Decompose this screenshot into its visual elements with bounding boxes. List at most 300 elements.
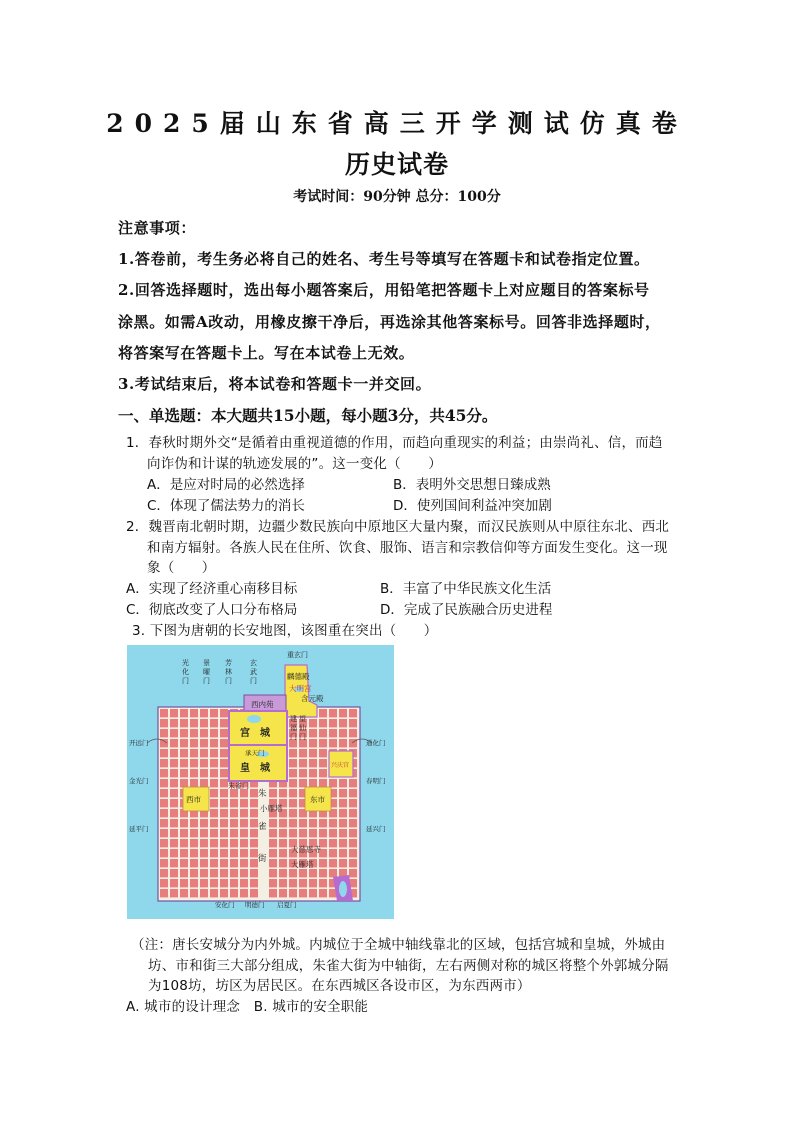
- ward-block: [190, 869, 198, 877]
- qujiang-pond: [339, 881, 347, 897]
- ward-block: [170, 759, 178, 767]
- ward-block: [279, 869, 287, 877]
- ward-block: [210, 749, 218, 757]
- ward-block: [200, 839, 208, 847]
- ward-block: [160, 829, 168, 837]
- label-zhuque-street-2: 雀: [258, 822, 267, 832]
- ward-block: [190, 819, 198, 827]
- ward-block: [349, 849, 357, 857]
- label-jianfu-gate: 建福门: [290, 715, 297, 741]
- ward-block: [319, 779, 327, 787]
- ward-block: [200, 719, 208, 727]
- ward-block: [250, 809, 258, 817]
- ward-block: [309, 829, 317, 837]
- ward-block: [250, 799, 258, 807]
- ward-block: [250, 849, 258, 857]
- ward-block: [160, 809, 168, 817]
- ward-block: [200, 739, 208, 747]
- q2-stem-line2: 和南方辐射。各族人民在住所、饮食、服饰、语言和宗教信仰等方面发生变化。这一现: [147, 540, 668, 556]
- q1-option-b: B．表明外交思想日臻成熟: [393, 477, 551, 493]
- ward-block: [339, 829, 347, 837]
- ward-block: [160, 839, 168, 847]
- ward-block: [210, 719, 218, 727]
- ward-block: [230, 859, 238, 867]
- ward-block: [180, 869, 188, 877]
- ward-block: [180, 889, 188, 897]
- ward-block: [319, 759, 327, 767]
- ward-block: [269, 879, 277, 887]
- ward-block: [240, 869, 248, 877]
- ward-block: [240, 889, 248, 897]
- ward-block: [319, 749, 327, 757]
- ward-block: [200, 829, 208, 837]
- ward-block: [230, 819, 238, 827]
- ward-block: [309, 869, 317, 877]
- ward-block: [250, 879, 258, 887]
- ward-block: [339, 859, 347, 867]
- ward-block: [250, 859, 258, 867]
- q3-stem: 3. 下图为唐朝的长安地图，该图重在突出（ ）: [132, 623, 438, 639]
- ward-block: [220, 769, 228, 777]
- ward-block: [230, 789, 238, 797]
- ward-block: [170, 869, 178, 877]
- q1-option-a: A．是应对时局的必然选择: [147, 477, 305, 493]
- ward-block: [349, 839, 357, 847]
- ward-block: [210, 879, 218, 887]
- ward-block: [190, 739, 198, 747]
- ward-block: [289, 769, 297, 777]
- ward-block: [180, 729, 188, 737]
- ward-block: [210, 839, 218, 847]
- ward-block: [240, 839, 248, 847]
- ward-block: [250, 819, 258, 827]
- ward-block: [329, 869, 337, 877]
- ward-block: [240, 879, 248, 887]
- ward-block: [190, 749, 198, 757]
- ward-block: [220, 859, 228, 867]
- label-jinguang-gate: 金光门: [129, 777, 149, 785]
- ward-block: [309, 779, 317, 787]
- ward-block: [180, 719, 188, 727]
- ward-block: [289, 749, 297, 757]
- ward-block: [160, 859, 168, 867]
- ward-block: [220, 829, 228, 837]
- ward-block: [200, 709, 208, 717]
- ward-block: [269, 869, 277, 877]
- ward-block: [269, 889, 277, 897]
- exam-info: 考试时间：90分钟 总分：100分: [293, 189, 501, 205]
- ward-block: [349, 719, 357, 727]
- ward-block: [309, 719, 317, 727]
- ward-block: [170, 799, 178, 807]
- ward-block: [210, 819, 218, 827]
- ward-block: [349, 869, 357, 877]
- ward-block: [319, 729, 327, 737]
- ward-block: [170, 809, 178, 817]
- ward-block: [339, 819, 347, 827]
- ward-block: [240, 799, 248, 807]
- label-hanyuan-hall: 含元殿: [301, 694, 324, 703]
- ward-block: [220, 819, 228, 827]
- ward-block: [329, 819, 337, 827]
- ward-block: [210, 729, 218, 737]
- ward-block: [319, 769, 327, 777]
- ward-block: [210, 759, 218, 767]
- q1-option-c: C．体现了儒法势力的消长: [147, 498, 305, 514]
- ward-block: [210, 739, 218, 747]
- ward-block: [170, 729, 178, 737]
- ward-block: [190, 729, 198, 737]
- ward-block: [200, 819, 208, 827]
- ward-block: [180, 769, 188, 777]
- ward-block: [299, 749, 307, 757]
- ward-block: [289, 869, 297, 877]
- ward-block: [200, 749, 208, 757]
- ward-block: [299, 879, 307, 887]
- label-mingde-gate: 明德门: [245, 901, 265, 909]
- label-zhuque-street-3: 街: [258, 854, 267, 864]
- ward-block: [240, 849, 248, 857]
- ward-block: [309, 879, 317, 887]
- ward-block: [279, 859, 287, 867]
- ward-block: [299, 829, 307, 837]
- note-2-line2: 涂黑。如需A改动，用橡皮擦干净后，再选涂其他答案标号。回答非选择题时，: [118, 313, 661, 331]
- ward-block: [349, 789, 357, 797]
- ward-block: [329, 859, 337, 867]
- ward-block: [220, 729, 228, 737]
- ward-block: [210, 889, 218, 897]
- ward-block: [180, 849, 188, 857]
- ward-block: [200, 879, 208, 887]
- q2-option-b: B．丰富了中华民族文化生活: [380, 581, 552, 597]
- ward-block: [309, 769, 317, 777]
- q1-option-d: D．使列国间利益冲突加剧: [393, 498, 552, 514]
- ward-block: [299, 779, 307, 787]
- ward-block: [269, 829, 277, 837]
- ward-block: [180, 739, 188, 747]
- ward-block: [160, 799, 168, 807]
- ward-block: [269, 819, 277, 827]
- ward-block: [289, 759, 297, 767]
- ward-block: [160, 709, 168, 717]
- ward-block: [339, 709, 347, 717]
- ward-block: [349, 799, 357, 807]
- ward-block: [279, 819, 287, 827]
- ward-block: [349, 829, 357, 837]
- ward-block: [170, 819, 178, 827]
- label-palace-city: 宫 城: [240, 728, 270, 739]
- note-2-line1: 2.回答选择题时，选出每小题答案后，用铅笔把答题卡上对应题目的答案标号: [118, 281, 650, 299]
- ward-block: [339, 799, 347, 807]
- label-xuanwu-gate: 玄武门: [250, 659, 257, 685]
- ward-block: [299, 759, 307, 767]
- ward-block: [170, 709, 178, 717]
- q3-options: A. 城市的设计理念 B. 城市的安全职能: [126, 999, 369, 1015]
- ward-block: [200, 729, 208, 737]
- note-1: 1.答卷前，考生务必将自己的姓名、考生号等填写在答题卡和试卷指定位置。: [118, 250, 650, 268]
- q2-option-c: C．彻底改变了人口分布格局: [126, 602, 298, 618]
- ward-block: [289, 779, 297, 787]
- ward-block: [180, 859, 188, 867]
- ward-block: [220, 789, 228, 797]
- ward-block: [349, 809, 357, 817]
- ward-block: [339, 839, 347, 847]
- ward-block: [279, 889, 287, 897]
- notes-heading: 注意事项：: [118, 219, 197, 237]
- ward-block: [250, 829, 258, 837]
- ward-block: [339, 779, 347, 787]
- ward-block: [230, 829, 238, 837]
- ward-block: [230, 839, 238, 847]
- ward-block: [160, 759, 168, 767]
- ward-block: [289, 809, 297, 817]
- ward-block: [160, 819, 168, 827]
- label-anhua-gate: 安化门: [215, 901, 235, 909]
- ward-block: [220, 749, 228, 757]
- ward-block: [170, 859, 178, 867]
- ward-block: [220, 849, 228, 857]
- ward-block: [329, 709, 337, 717]
- ward-block: [319, 859, 327, 867]
- ward-block: [309, 729, 317, 737]
- ward-block: [190, 779, 198, 787]
- exam-subject-title: 历史试卷: [344, 150, 449, 179]
- ward-block: [339, 849, 347, 857]
- ward-block: [210, 829, 218, 837]
- ward-block: [250, 889, 258, 897]
- ward-block: [220, 889, 228, 897]
- ward-block: [210, 789, 218, 797]
- ward-block: [230, 799, 238, 807]
- label-guanghua-gate: 光化门: [182, 659, 189, 685]
- label-fanglin-gate: 芳林门: [225, 659, 232, 685]
- q2-option-a: A．实现了经济重心南移目标: [126, 581, 298, 597]
- ward-block: [319, 829, 327, 837]
- label-kaiyuan-gate: 开远门: [129, 739, 149, 747]
- ward-block: [220, 839, 228, 847]
- ward-block: [200, 859, 208, 867]
- ward-block: [339, 719, 347, 727]
- label-tonghua-gate: 通化门: [366, 739, 386, 747]
- ward-block: [309, 819, 317, 827]
- ward-block: [289, 789, 297, 797]
- palace-pond: [247, 715, 261, 723]
- ward-block: [329, 839, 337, 847]
- ward-block: [329, 829, 337, 837]
- ward-block: [180, 709, 188, 717]
- ward-block: [200, 869, 208, 877]
- ward-block: [349, 779, 357, 787]
- ward-block: [220, 709, 228, 717]
- ward-block: [279, 879, 287, 887]
- label-yanxing-gate: 延兴门: [366, 825, 386, 833]
- ward-block: [269, 859, 277, 867]
- ward-block: [180, 749, 188, 757]
- ward-block: [240, 829, 248, 837]
- ward-block: [240, 859, 248, 867]
- ward-block: [170, 839, 178, 847]
- ward-block: [170, 849, 178, 857]
- q1-stem-line2: 向诈伪和计谋的轨迹发展的”。这一变化（ ）: [147, 456, 442, 472]
- label-small-wild-goose-pagoda: 小雁塔: [260, 804, 283, 813]
- label-wangxian-gate: 望仙门: [299, 715, 306, 741]
- ward-block: [279, 789, 287, 797]
- ward-block: [289, 879, 297, 887]
- ward-block: [319, 719, 327, 727]
- ward-block: [170, 749, 178, 757]
- ward-block: [230, 889, 238, 897]
- ward-block: [170, 879, 178, 887]
- ward-block: [220, 799, 228, 807]
- label-east-market: 东市: [310, 795, 325, 804]
- label-big-wild-goose-pagoda: 大雁塔: [291, 860, 314, 869]
- ward-block: [190, 839, 198, 847]
- q3-note-line2: 坊、市和街三大部分组成，朱雀大街为中轴街，左右两侧对称的城区将整个外郭城分隔: [148, 958, 669, 974]
- label-west-market: 西市: [186, 795, 201, 804]
- ward-block: [309, 889, 317, 897]
- ward-block: [220, 869, 228, 877]
- ward-block: [160, 869, 168, 877]
- ward-block: [180, 829, 188, 837]
- ward-block: [299, 819, 307, 827]
- label-xingqing-palace: 兴庆宫: [331, 762, 350, 769]
- label-xineiyuan: 西内苑: [251, 700, 274, 709]
- ward-block: [240, 789, 248, 797]
- ward-block: [329, 779, 337, 787]
- ward-block: [160, 729, 168, 737]
- ward-block: [180, 879, 188, 887]
- ward-block: [319, 709, 327, 717]
- ward-block: [220, 809, 228, 817]
- label-daming-palace: 大明宫: [289, 684, 312, 693]
- ward-block: [190, 719, 198, 727]
- ward-block: [329, 849, 337, 857]
- ward-block: [319, 869, 327, 877]
- ward-block: [210, 769, 218, 777]
- ward-block: [319, 879, 327, 887]
- ward-block: [180, 819, 188, 827]
- section-heading: 一、单选题：本大题共15小题，每小题3分，共45分。: [118, 406, 498, 425]
- ward-block: [299, 769, 307, 777]
- q3-note-line1: （注：唐长安城分为内外城。内城位于全城中轴线靠北的区域，包括宫城和皇城，外城由: [131, 937, 666, 953]
- ward-block: [299, 869, 307, 877]
- ward-block: [289, 819, 297, 827]
- ward-block: [210, 779, 218, 787]
- ward-block: [289, 829, 297, 837]
- ward-block: [279, 849, 287, 857]
- ward-block: [190, 889, 198, 897]
- ward-block: [160, 889, 168, 897]
- ward-block: [289, 889, 297, 897]
- ward-block: [250, 869, 258, 877]
- ward-block: [180, 839, 188, 847]
- label-imperial-city: 皇 城: [240, 763, 270, 774]
- ward-block: [190, 849, 198, 857]
- ward-block: [170, 719, 178, 727]
- ward-block: [160, 849, 168, 857]
- q2-stem-line1: 2．魏晋南北朝时期，边疆少数民族向中原地区大量内聚，而汉民族则从中原往东北、西北: [126, 519, 670, 535]
- ward-block: [309, 739, 317, 747]
- ward-block: [190, 829, 198, 837]
- ward-block: [210, 849, 218, 857]
- ward-block: [349, 819, 357, 827]
- ward-block: [180, 759, 188, 767]
- ward-block: [329, 739, 337, 747]
- ward-block: [170, 739, 178, 747]
- changan-map-figure: [127, 645, 394, 919]
- ward-block: [250, 839, 258, 847]
- exam-title: 2025届山东省高三开学测试仿真卷: [106, 109, 688, 138]
- ward-block: [160, 719, 168, 727]
- ward-block: [190, 709, 198, 717]
- ward-block: [220, 759, 228, 767]
- q1-stem-line1: 1．春秋时期外交“是循着由重视道德的作用，而趋向重现实的利益；由崇尚礼、信，而趋: [126, 435, 663, 451]
- ward-block: [349, 859, 357, 867]
- ward-block: [190, 769, 198, 777]
- ward-block: [279, 839, 287, 847]
- ward-block: [339, 809, 347, 817]
- ward-block: [329, 719, 337, 727]
- ward-block: [190, 759, 198, 767]
- ward-block: [170, 889, 178, 897]
- note-3: 3.考试结束后，将本试卷和答题卡一并交回。: [118, 375, 432, 393]
- ward-block: [210, 799, 218, 807]
- q2-option-d: D．完成了民族融合历史进程: [380, 602, 553, 618]
- ward-block: [289, 799, 297, 807]
- ward-block: [170, 769, 178, 777]
- label-zhuque-gate: 朱雀门: [228, 782, 249, 790]
- ward-block: [160, 779, 168, 787]
- label-qixia-gate: 启夏门: [277, 901, 297, 909]
- ward-block: [230, 879, 238, 887]
- ward-block: [160, 789, 168, 797]
- ward-block: [220, 779, 228, 787]
- ward-block: [220, 879, 228, 887]
- ward-block: [200, 779, 208, 787]
- ward-block: [170, 829, 178, 837]
- ward-block: [220, 739, 228, 747]
- ward-block: [319, 889, 327, 897]
- ward-block: [299, 889, 307, 897]
- label-jingyao-gate: 景曜门: [203, 659, 210, 685]
- ward-block: [210, 859, 218, 867]
- ward-block: [250, 789, 258, 797]
- ward-block: [309, 759, 317, 767]
- ward-block: [200, 889, 208, 897]
- ward-block: [160, 769, 168, 777]
- ward-block: [210, 709, 218, 717]
- label-zhuque-street-1: 朱: [258, 789, 267, 799]
- ward-block: [160, 749, 168, 757]
- ward-block: [200, 759, 208, 767]
- ward-block: [329, 729, 337, 737]
- ward-block: [319, 819, 327, 827]
- ward-block: [210, 809, 218, 817]
- ward-block: [200, 849, 208, 857]
- ward-block: [170, 789, 178, 797]
- ward-block: [349, 709, 357, 717]
- ward-block: [160, 879, 168, 887]
- q3-note-line3: 为108坊，坊区为居民区。在东西城区各设市区，为东西两市）: [148, 978, 531, 994]
- ward-block: [170, 779, 178, 787]
- ward-block: [200, 769, 208, 777]
- ward-block: [339, 729, 347, 737]
- ward-block: [279, 829, 287, 837]
- ward-block: [180, 779, 188, 787]
- ward-block: [269, 789, 277, 797]
- ward-block: [339, 739, 347, 747]
- ward-block: [230, 849, 238, 857]
